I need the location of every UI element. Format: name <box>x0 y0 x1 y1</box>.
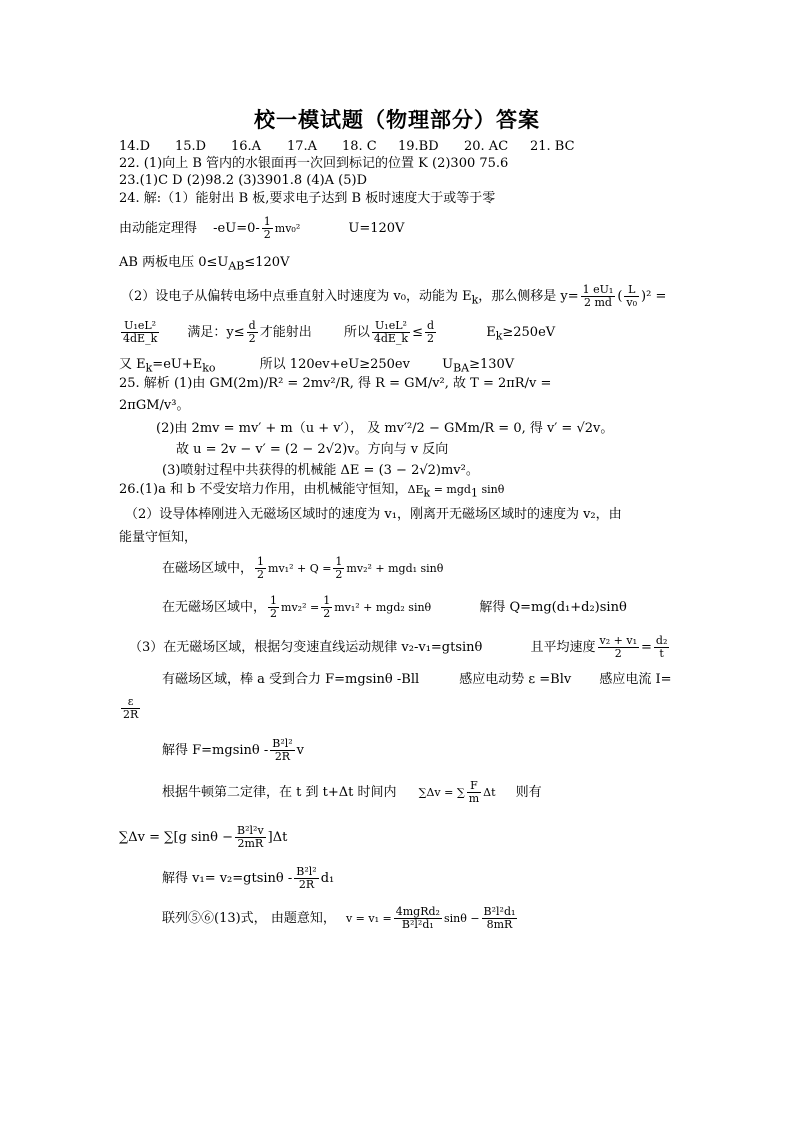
q24-formula: -eU=0- <box>213 221 260 236</box>
subscript: k <box>495 329 503 343</box>
q25-line5: (3)喷射过程中共获得的机械能 ΔE = (3 − 2√2)mv²。 <box>162 463 479 478</box>
q26-formula: mv₂² = <box>281 601 320 614</box>
q26-text: 有磁场区域，棒 a 受到合力 F=mgsinθ -Bll <box>162 672 420 687</box>
subscript: BA <box>453 361 470 375</box>
fraction: $\frac{\text{1 eU₁}}{2 md}$ <box>582 283 614 309</box>
subscript: ko <box>202 361 216 375</box>
q24-text: （2）设电子从偏转电场中点垂直射入时速度为 v₀，动能为 E <box>121 289 472 304</box>
subscript: AB <box>228 259 245 273</box>
q26-text: 解得 F=mgsinθ - <box>162 743 269 758</box>
q24-text: 又 E <box>119 357 146 372</box>
q25-line1: 25. 解析 (1)由 GM(2m)/R² = 2mv²/R, 得 R = GM/v², 故 T = 2πR/v = <box>119 376 552 391</box>
q25-line3: (2)由 2mv = mv′ + m（u + v′）， 及 mv′²/2 − GMm/R = 0, 得 v′ = √2v。 <box>156 421 614 436</box>
mc-answer-16: 16.A <box>231 139 262 154</box>
q24-text: ≤ <box>412 325 424 340</box>
q24-text: AB 两板电压 0≤U <box>119 255 229 270</box>
q26-line6: （3）在无磁场区域，根据匀变速直线运动规律 v₂-v₁=gtsinθ 且平均速度 $\frac{\text{v₂ + v₁}}{2}$ = $\frac{\text{d₂}}{t}$ <box>129 634 668 660</box>
fraction: $\frac{\text{B²l²}}{2R}$ <box>296 865 317 891</box>
q26-formula: ∑Δv = ∑[g sinθ − <box>119 830 234 845</box>
q24-line1: 24. 解:（1）能射出 B 板,要求电子达到 B 板时速度大于或等于零 <box>119 191 496 206</box>
fraction: $\frac{\text{U₁eL²}}{4dE\_k}$ <box>373 319 409 345</box>
q26-text: 解得 v₁= v₂=gtsinθ - <box>162 871 293 886</box>
fraction: $\frac{\text{v₂ + v₁}}{2}$ <box>599 634 637 660</box>
mc-answer-19: 19.BD <box>398 139 439 154</box>
q26-formula: mv₂² + mgd₁ sinθ <box>346 562 444 575</box>
subscript: k <box>423 486 431 500</box>
q26-formula: ∑Δv = ∑ <box>418 786 465 799</box>
q26-line9 <box>162 738 304 763</box>
q26-formula: ΔE <box>407 483 424 496</box>
mc-answer-20: 20. AC <box>464 139 509 154</box>
q23-answer: 23.(1)C D (2)98.2 (3)3901.8 (4)A (5)D <box>119 173 368 188</box>
q26-line10 <box>162 780 542 805</box>
fraction: $\frac{F}{m}$ <box>468 779 480 805</box>
q24-text: 所以 <box>343 325 370 340</box>
q26-formula: Δt <box>483 786 496 799</box>
q22-answer: 22. (1)向上 B 管内的水银面再一次回到标记的位置 K (2)300 75.6 <box>119 156 509 171</box>
q24-text: ( <box>617 289 623 304</box>
q26-text: 联列⑤⑥(13)式， 由题意知， <box>162 911 336 926</box>
q26-text: v <box>296 743 305 758</box>
subscript: 1 <box>470 486 478 500</box>
q26-text: d₁ <box>320 871 335 886</box>
q24-line2 <box>119 216 404 241</box>
mc-answer-18: 18. C <box>342 139 377 154</box>
q26-line1 <box>119 481 504 503</box>
q26-formula: sinθ − <box>443 912 480 925</box>
q24-text: 才能射出 <box>259 325 312 340</box>
fraction: $\frac{1}{2}$ <box>335 555 343 581</box>
q24-line3 <box>119 254 289 276</box>
fraction: $\frac{1}{2}$ <box>263 215 271 241</box>
fraction: $\frac{\varepsilon}{2R}$ <box>123 695 139 721</box>
q26-text: 解得 Q=mg(d₁+d₂)sinθ <box>479 600 627 615</box>
q26-text: 在磁场区域中， <box>162 561 254 576</box>
q24-text: ≥130V <box>469 357 515 372</box>
q24-line4 <box>121 284 666 310</box>
q24-text: ，那么侧移是 y= <box>478 289 579 304</box>
q24-text: ≥250eV <box>502 325 556 340</box>
page-title: 校一模试题（物理部分）答案 <box>254 107 540 132</box>
fraction: $\frac{\text{B²l²v}}{2mR}$ <box>237 824 264 850</box>
mc-answer-17: 17.A <box>287 139 318 154</box>
fraction: $\frac{\text{U₁eL²}}{4dE\_k}$ <box>123 319 158 345</box>
q26-line13 <box>162 906 519 931</box>
fraction: $\frac{1}{2}$ <box>257 555 265 581</box>
fraction: $\frac{1}{2}$ <box>270 594 278 620</box>
mc-answer-14: 14.D <box>119 139 151 154</box>
q26-line3: 能量守恒知， <box>119 530 198 545</box>
q26-text: 感应电动势 ε =Blv <box>459 672 572 687</box>
fraction: $\frac{L}{\text{v₀}}$ <box>626 283 638 309</box>
q24-text: )² = <box>641 289 667 304</box>
fraction: $\frac{d}{2}$ <box>427 319 435 345</box>
q24-formula: mv₀² <box>274 222 301 235</box>
mc-answer-21: 21. BC <box>530 139 575 154</box>
q26-formula: v = v₁ = <box>345 912 392 925</box>
fraction: $\frac{1}{2}$ <box>323 594 331 620</box>
q24-text: =eU+E <box>152 357 203 372</box>
q24-text: 由动能定理得 <box>119 221 198 236</box>
q26-line2: （2）设导体棒刚进入无磁场区域时的速度为 v₁，刚离开无磁场区域时的速度为 v₂，由 <box>125 507 622 522</box>
mc-answer-15: 15.D <box>175 139 207 154</box>
q25-line2: 2πGM/v³。 <box>119 398 190 413</box>
subscript: k <box>145 361 153 375</box>
q24-result: U=120V <box>348 221 405 236</box>
q24-text: U <box>442 357 454 372</box>
fraction: $\frac{\text{d₂}}{t}$ <box>655 634 668 660</box>
q26-line11 <box>119 825 287 850</box>
subscript: k <box>471 293 479 307</box>
q24-text: 所以 120ev+eU≥250ev <box>259 357 410 372</box>
q24-line5 <box>119 320 555 346</box>
q26-formula: ]Δt <box>267 830 288 845</box>
q26-line8 <box>119 696 142 721</box>
q25-line4: 故 u = 2v − v′ = (2 − 2√2)v。方向与 v 反向 <box>176 442 449 457</box>
q26-line12 <box>162 866 334 891</box>
q26-formula: mv₁² + Q = <box>268 562 332 575</box>
q26-text: 则有 <box>515 785 542 800</box>
fraction: $\frac{\text{B²l²d₁}}{8mR}$ <box>483 905 516 931</box>
q26-text: 感应电流 I= <box>599 672 672 687</box>
q26-text: 26.(1)a 和 b 不受安培力作用，由机械能守恒知， <box>119 482 408 497</box>
q26-text: 根据牛顿第二定律，在 t 到 t+Δt 时间内 <box>162 785 397 800</box>
fraction: $\frac{\text{B²l²}}{2R}$ <box>272 737 293 763</box>
q24-text: 满足：y≤ <box>187 325 245 340</box>
q24-text: ≤120V <box>244 255 290 270</box>
q26-formula: = mgd <box>430 483 471 496</box>
fraction: $\frac{\text{4mgRd₂}}{\text{B²l²d₁}}$ <box>395 905 440 931</box>
q26-text: （3）在无磁场区域，根据匀变速直线运动规律 v₂-v₁=gtsinθ <box>129 640 483 655</box>
q26-formula: mv₁² + mgd₂ sinθ <box>334 601 432 614</box>
fraction: $\frac{d}{2}$ <box>248 319 256 345</box>
q26-line5 <box>162 595 627 620</box>
q26-line4 <box>162 556 443 581</box>
q26-formula: sinθ <box>477 483 505 496</box>
q26-text: 且平均速度 <box>530 640 596 655</box>
q24-text: E <box>486 325 496 340</box>
q26-line7 <box>162 671 672 689</box>
q26-text: 在无磁场区域中， <box>162 600 267 615</box>
